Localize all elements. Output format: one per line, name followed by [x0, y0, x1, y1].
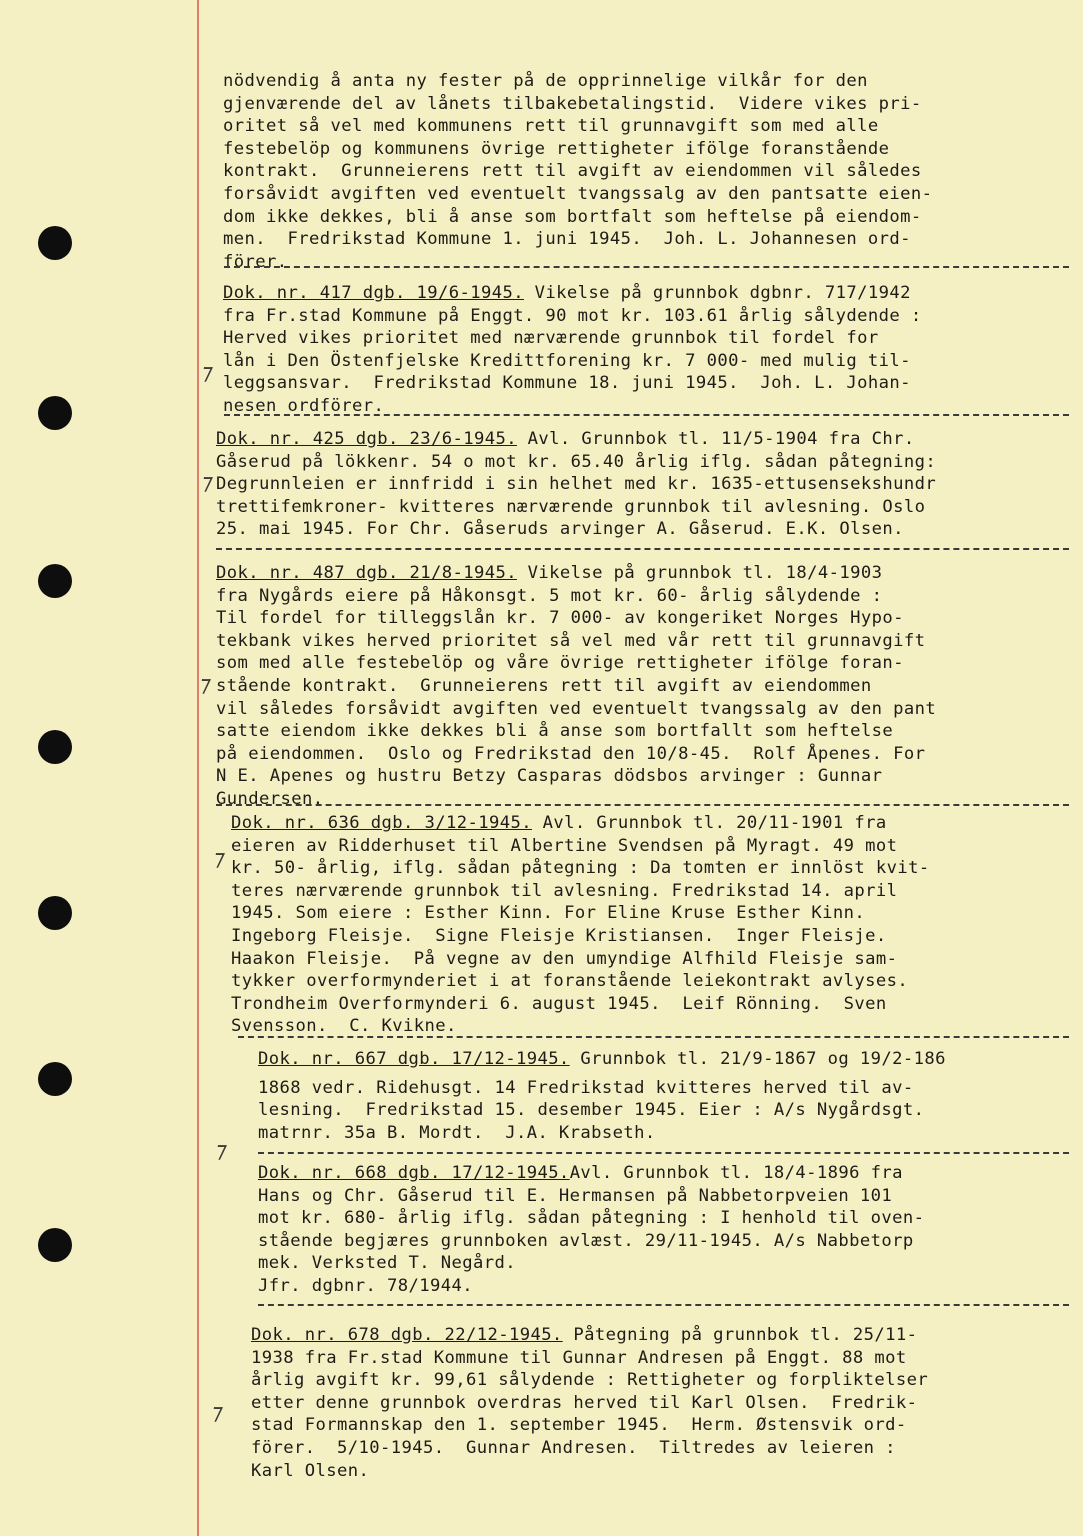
entry-heading: Dok. nr. 668 dgb. 17/12-1945. — [258, 1163, 570, 1183]
text-line: N E. Apenes og hustru Betzy Casparas dödsbos arvinger : Gunnar — [216, 766, 883, 787]
text-line: nesen ordförer. — [223, 395, 385, 416]
entry-heading: Dok. nr. 487 dgb. 21/8-1945. — [216, 563, 517, 583]
text-line: Grunnbok tl. 21/9-1867 og 19/2-186 — [569, 1049, 946, 1069]
text-line: lån i Den Östenfjelske Kredittforening kr. 7 000- med mulig til- — [223, 350, 911, 371]
text-line: stående begjæres grunnboken avlæst. 29/11-1945. A/s Nabbetorp — [258, 1230, 914, 1251]
text-line: mot kr. 680- årlig iflg. sådan påtegning : I henhold til oven- — [258, 1208, 925, 1229]
text-line: årlig avgift kr. 99,61 sålydende : Rettigheter og forpliktelser — [251, 1370, 929, 1391]
text-line: nödvendig å anta ny fester på de opprinnelige vilkår for den — [223, 71, 868, 91]
punch-hole — [38, 1228, 72, 1262]
text-line: Gåserud på lökkenr. 54 o mot kr. 65.40 årlig iflg. sådan påtegning: — [216, 451, 937, 472]
margin-rule — [197, 0, 199, 1536]
punch-hole — [38, 396, 72, 430]
entry-dok-678 — [251, 1324, 928, 1482]
text-line: forsåvidt avgiften ved eventuelt tvangssalg av den pantsatte eien- — [223, 183, 933, 204]
margin-checkmark: ⁊ — [200, 360, 211, 385]
entry-dok-668 — [258, 1162, 924, 1298]
entry-heading: Dok. nr. 678 dgb. 22/12-1945. — [251, 1325, 563, 1345]
text-line: Påtegning på grunnbok tl. 25/11- — [562, 1325, 918, 1345]
entry-dok-417 — [223, 282, 922, 418]
text-line: gjenværende del av lånets tilbakebetalingstid. Videre vikes pri- — [223, 93, 922, 114]
text-line: kr. 50- årlig, iflg. sådan påtegning : Da tomten er innlöst kvit- — [231, 858, 930, 879]
punch-hole — [38, 226, 72, 260]
text-line: men. Fredrikstad Kommune 1. juni 1945. Joh. L. Johannesen ord- — [223, 229, 911, 250]
text-line: Herved vikes prioritet med nærværende grunnbok til fordel for — [223, 328, 879, 349]
text-line: teres nærværende grunnbok til avlesning. Fredrikstad 14. april — [231, 880, 898, 901]
text-line: tekbank vikes herved prioritet så vel med vår rett til grunnavgift — [216, 630, 926, 651]
text-line: förer. — [223, 251, 288, 272]
entry-separator — [216, 804, 1069, 806]
text-line: matrnr. 35a B. Mordt. J.A. Krabseth. — [258, 1122, 656, 1143]
entry-separator — [238, 1036, 1069, 1038]
entry-dok-636 — [231, 812, 930, 1038]
text-line: som med alle festebelöp og våre övrige rettigheter ifölge foran- — [216, 653, 904, 674]
margin-checkmark: ⁊ — [212, 846, 223, 871]
text-line: Avl. Grunnbok tl. 20/11-1901 fra — [531, 813, 887, 833]
punch-hole — [38, 730, 72, 764]
text-line: dom ikke dekkes, bli å anse som bortfalt som heftelse på eiendom- — [223, 206, 922, 227]
text-line: Vikelse på grunnbok dgbnr. 717/1942 — [523, 283, 911, 303]
text-line: 25. mai 1945. For Chr. Gåseruds arvinger A. Gåserud. E.K. Olsen. — [216, 519, 904, 540]
entry-heading: Dok. nr. 636 dgb. 3/12-1945. — [231, 813, 532, 833]
text-line: tykker overformynderiet i at foranstående leiekontrakt avlyses. — [231, 971, 909, 992]
entry-separator — [258, 1152, 1069, 1154]
entry-heading: Dok. nr. 667 dgb. 17/12-1945. — [258, 1049, 570, 1069]
entry-heading: Dok. nr. 425 dgb. 23/6-1945. — [216, 429, 517, 449]
entry-dok-425 — [216, 428, 936, 541]
text-line: etter denne grunnbok overdras herved til Karl Olsen. Fredrik- — [251, 1392, 918, 1413]
punch-hole — [38, 564, 72, 598]
text-line: Ingeborg Fleisje. Signe Fleisje Kristiansen. Inger Fleisje. — [231, 925, 887, 946]
margin-checkmark: ⁊ — [198, 672, 209, 697]
entry-continuation — [223, 70, 932, 273]
entry-heading: Dok. nr. 417 dgb. 19/6-1945. — [223, 283, 524, 303]
entry-separator — [224, 414, 1069, 416]
text-line: leggsansvar. Fredrikstad Kommune 18. juni 1945. Joh. L. Johan- — [223, 373, 911, 394]
text-line: vil således forsåvidt avgiften ved eventuelt tvangssalg av den pant — [216, 698, 937, 719]
text-line: kontrakt. Grunneierens rett til avgift av eiendommen vil således — [223, 161, 922, 182]
entry-separator — [258, 1304, 1069, 1306]
text-line: Hans og Chr. Gåserud til E. Hermansen på Nabbetorpveien 101 — [258, 1185, 893, 1206]
entry-separator — [224, 266, 1069, 268]
text-line: Karl Olsen. — [251, 1460, 370, 1481]
text-line: Svensson. C. Kvikne. — [231, 1016, 457, 1037]
text-line: fra Fr.stad Kommune på Enggt. 90 mot kr. 103.61 årlig sålydende : — [223, 305, 922, 326]
text-line: stående kontrakt. Grunneierens rett til avgift av eiendommen — [216, 675, 872, 696]
margin-checkmark: ⁊ — [214, 1138, 225, 1163]
text-line: Jfr. dgbnr. 78/1944. — [258, 1275, 473, 1296]
text-line: lesning. Fredrikstad 15. desember 1945. Eier : A/s Nygårdsgt. — [258, 1100, 925, 1121]
entry-dok-667 — [258, 1048, 946, 1144]
margin-checkmark: ⁊ — [200, 470, 211, 495]
text-line: 1938 fra Fr.stad Kommune til Gunnar Andresen på Enggt. 88 mot — [251, 1347, 907, 1368]
text-line: Gundersen. — [216, 788, 324, 809]
margin-checkmark: ⁊ — [210, 1400, 221, 1425]
text-line: Trondheim Overformynderi 6. august 1945. Leif Rönning. Sven — [231, 993, 887, 1014]
text-line: stad Formannskap den 1. september 1945. Herm. Østensvik ord- — [251, 1415, 907, 1436]
text-line: satte eiendom ikke dekkes bli å anse som bortfallt som heftelse — [216, 721, 894, 742]
punch-hole — [38, 896, 72, 930]
text-line: festebelöp og kommunens övrige rettigheter ifölge foranstående — [223, 138, 890, 159]
text-line: Vikelse på grunnbok tl. 18/4-1903 — [516, 563, 883, 583]
text-line: mek. Verksted T. Negård. — [258, 1253, 516, 1274]
entry-separator — [216, 548, 1069, 550]
text-line: eieren av Ridderhuset til Albertine Svendsen på Myragt. 49 mot — [231, 835, 898, 856]
text-line: Til fordel for tilleggslån kr. 7 000- av kongeriket Norges Hypo- — [216, 608, 904, 629]
text-line: fra Nygårds eiere på Håkonsgt. 5 mot kr. 60- årlig sålydende : — [216, 585, 883, 606]
punch-hole — [38, 1062, 72, 1096]
text-line: förer. 5/10-1945. Gunnar Andresen. Tiltredes av leieren : — [251, 1437, 896, 1458]
text-line: 1868 vedr. Ridehusgt. 14 Fredrikstad kvitteres herved til av- — [258, 1077, 914, 1098]
text-line: trettifemkroner- kvitteres nærværende grunnbok til avlesning. Oslo — [216, 496, 926, 517]
text-line: Avl. Grunnbok tl. 18/4-1896 fra — [569, 1163, 903, 1183]
text-line: Haakon Fleisje. På vegne av den umyndige Alfhild Fleisje sam- — [231, 948, 898, 969]
entry-dok-487 — [216, 562, 936, 811]
text-line: oritet så vel med kommunens rett til grunnavgift som med alle — [223, 116, 879, 137]
text-line: Avl. Grunnbok tl. 11/5-1904 fra Chr. — [516, 429, 915, 449]
text-line: 1945. Som eiere : Esther Kinn. For Eline Kruse Esther Kinn. — [231, 903, 866, 924]
text-line: Degrunnleien er innfridd i sin helhet med kr. 1635-ettusensekshundr — [216, 474, 937, 495]
text-line: på eiendommen. Oslo og Fredrikstad den 10/8-45. Rolf Åpenes. For — [216, 743, 926, 764]
